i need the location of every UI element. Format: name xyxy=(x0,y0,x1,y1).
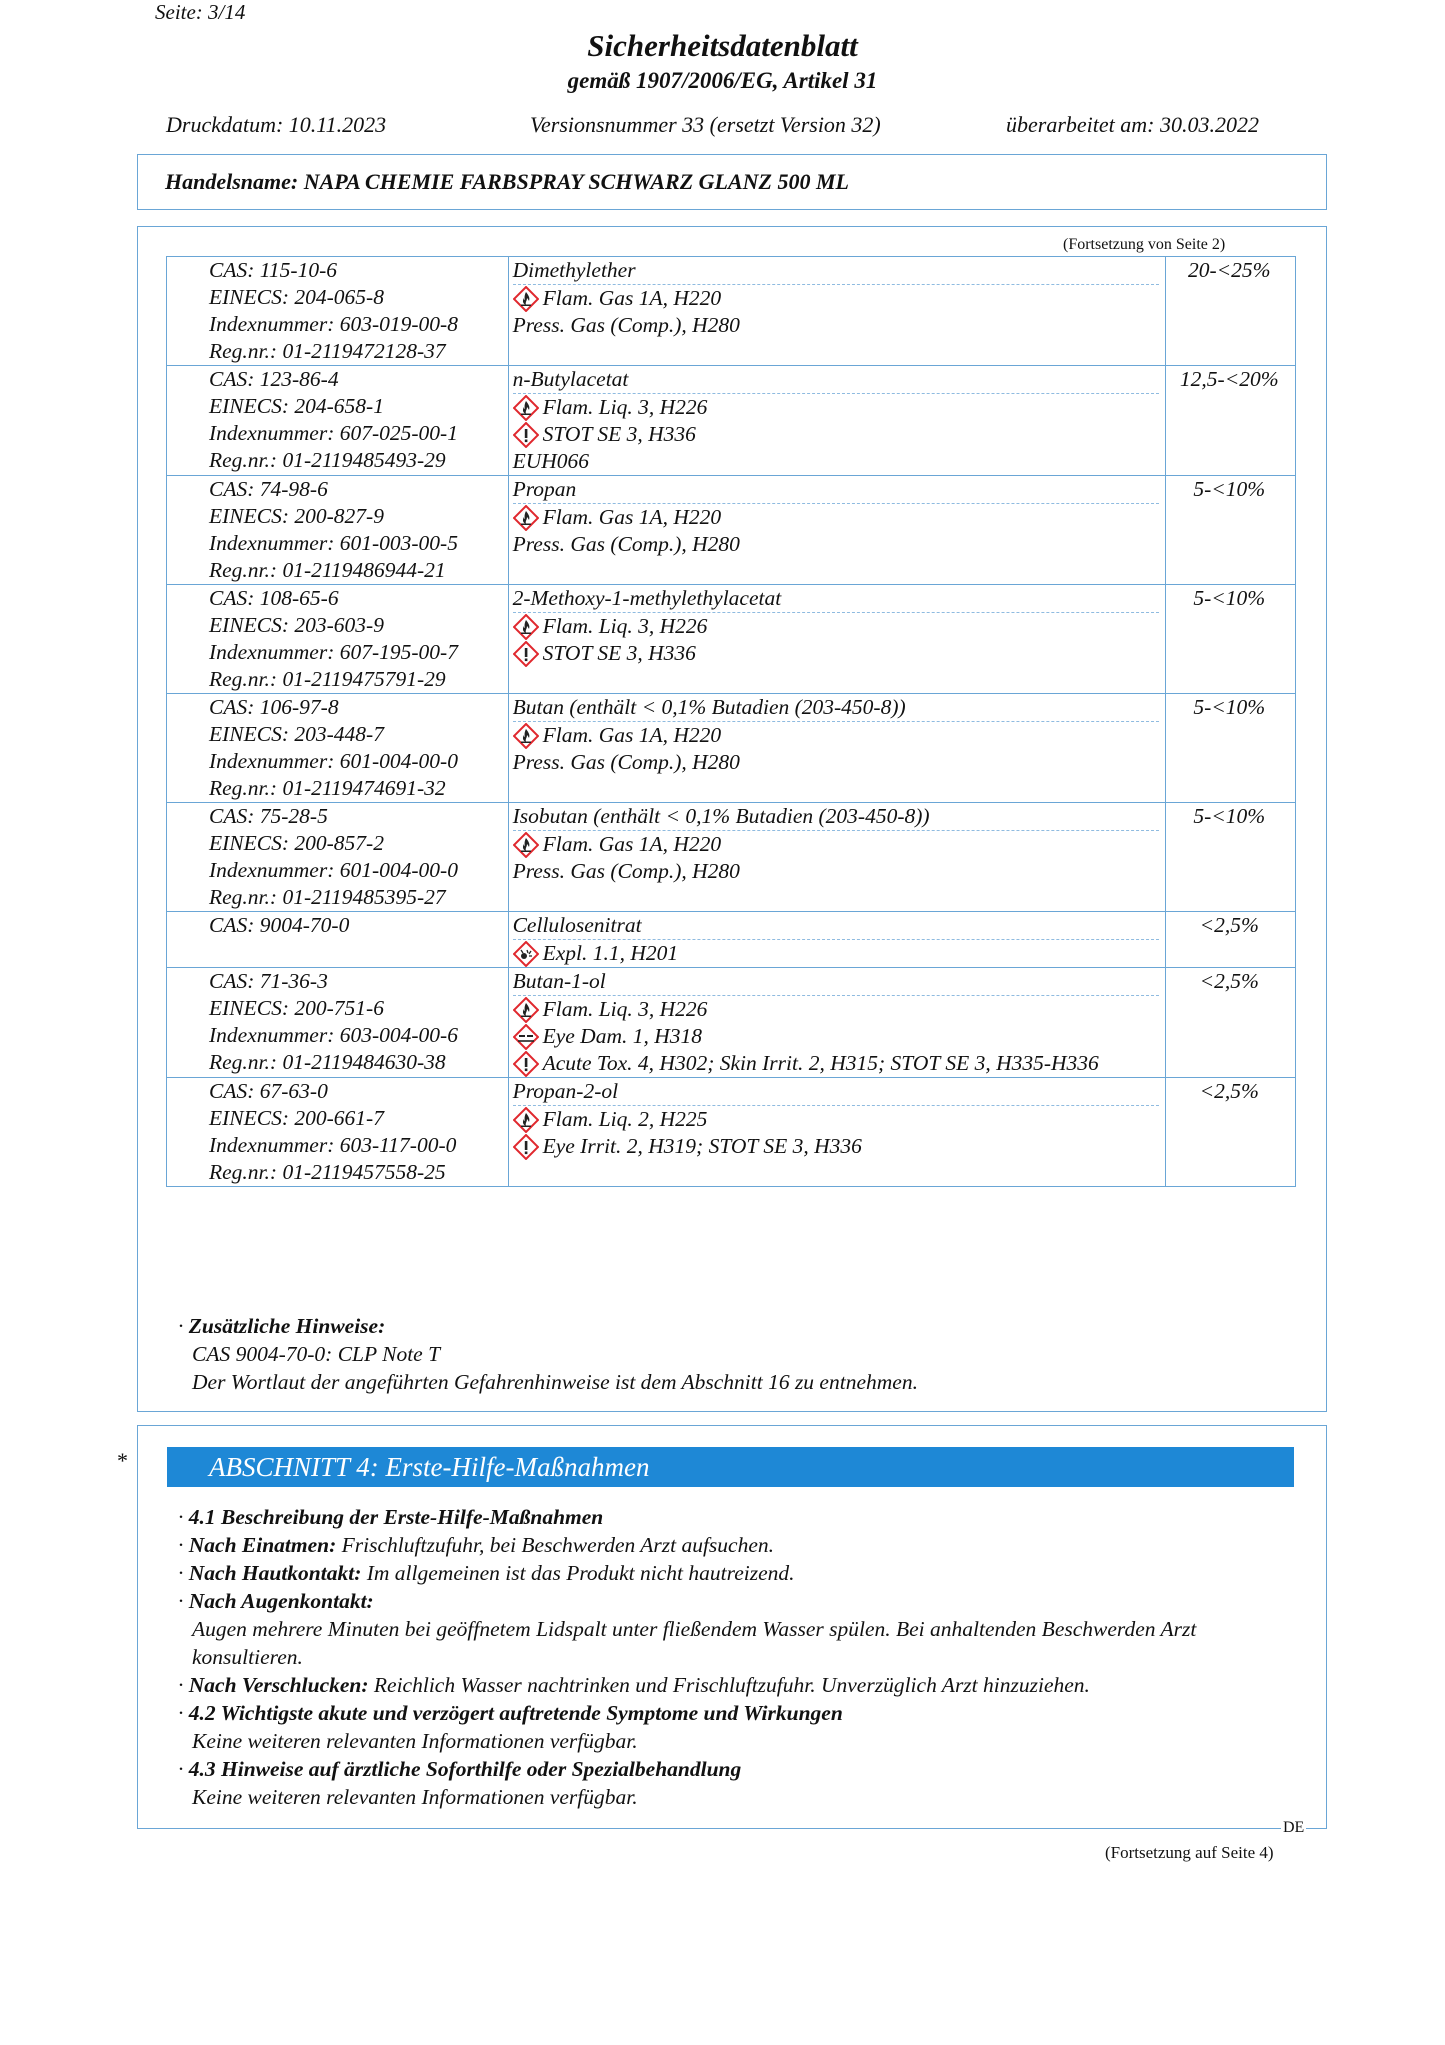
hazard-statement xyxy=(513,531,1163,558)
component-id: EINECS: 203-603-9 xyxy=(209,613,384,637)
component-id: Indexnummer: 601-004-00-0 xyxy=(209,858,458,882)
hazard-text: Acute Tox. 4, H302; Skin Irrit. 2, H315; STOT SE 3, H335-H336 xyxy=(542,1051,1099,1075)
hazard-statement xyxy=(513,448,1163,475)
component-id: CAS: 106-97-8 xyxy=(209,695,339,719)
component-id: Reg.nr.: 01-2119486944-21 xyxy=(209,558,446,582)
component-id: EINECS: 204-065-8 xyxy=(209,285,384,309)
hazard-text: Eye Irrit. 2, H319; STOT SE 3, H336 xyxy=(542,1134,862,1158)
flame-icon xyxy=(513,723,539,749)
component-id: Indexnummer: 603-004-00-6 xyxy=(209,1023,458,1047)
component-concentration: 5-<10% xyxy=(1165,694,1295,803)
substance-name: Butan-1-ol xyxy=(513,968,1159,996)
component-id: Reg.nr.: 01-2119485493-29 xyxy=(209,448,446,472)
components-table xyxy=(166,256,1296,1187)
hazard-text: Flam. Gas 1A, H220 xyxy=(542,286,722,310)
hazard-statement xyxy=(513,858,1163,885)
eye-label: Nach Augenkontakt: xyxy=(188,1589,374,1613)
component-concentration: 5-<10% xyxy=(1165,803,1295,912)
component-id: Indexnummer: 603-117-00-0 xyxy=(209,1133,457,1157)
substance-name: Isobutan (enthält < 0,1% Butadien (203-450-8)) xyxy=(513,803,1159,831)
component-row xyxy=(167,585,1296,694)
hazard-text: Flam. Liq. 3, H226 xyxy=(542,997,708,1021)
hazard-statement xyxy=(513,421,1163,448)
page-number: Seite: 3/14 xyxy=(155,0,246,24)
heading-4-3-text: Keine weiteren relevanten Informationen verfügbar. xyxy=(192,1785,638,1809)
hazard-statement xyxy=(513,940,1163,967)
hazard-statement xyxy=(513,1106,1163,1133)
hazard-statement xyxy=(513,722,1163,749)
hazard-statement xyxy=(513,394,1163,421)
component-row xyxy=(167,803,1296,912)
substance-name: Propan-2-ol xyxy=(513,1078,1159,1106)
component-id: Reg.nr.: 01-2119457558-25 xyxy=(209,1160,446,1184)
additional-notes: · Zusätzliche Hinweise: CAS 9004-70-0: CLP Note T Der Wortlaut der angeführten Gefahrenhinweise ist dem Abschnitt 16 zu entnehmen. xyxy=(178,1314,918,1394)
skin-text: Im allgemeinen ist das Produkt nicht hautreizend. xyxy=(366,1561,795,1585)
component-id: Reg.nr.: 01-2119474691-32 xyxy=(209,776,446,800)
exclamation-icon xyxy=(513,1134,539,1160)
component-id: Indexnummer: 607-195-00-7 xyxy=(209,640,458,664)
component-concentration: 5-<10% xyxy=(1165,585,1295,694)
additional-line-1: CAS 9004-70-0: CLP Note T xyxy=(192,1342,441,1366)
hazard-text: Flam. Liq. 3, H226 xyxy=(542,614,708,638)
hazard-statement xyxy=(513,1133,1163,1160)
component-id: Reg.nr.: 01-2119475791-29 xyxy=(209,667,446,691)
heading-4-3: 4.3 Hinweise auf ärztliche Soforthilfe oder Spezialbehandlung xyxy=(188,1757,742,1781)
flame-icon xyxy=(513,614,539,640)
swallow-label: Nach Verschlucken: xyxy=(188,1673,369,1697)
component-row xyxy=(167,476,1296,585)
component-id: EINECS: 200-857-2 xyxy=(209,831,384,855)
hazard-text: Flam. Liq. 2, H225 xyxy=(542,1107,708,1131)
component-row xyxy=(167,968,1296,1078)
continued-on: (Fortsetzung auf Seite 4) xyxy=(1105,1843,1274,1862)
hazard-statement xyxy=(513,640,1163,667)
component-id: Reg.nr.: 01-2119484630-38 xyxy=(209,1050,446,1074)
hazard-text: Flam. Gas 1A, H220 xyxy=(542,832,722,856)
component-ids xyxy=(167,803,509,912)
component-ids xyxy=(167,585,509,694)
substance-name: n-Butylacetat xyxy=(513,366,1159,394)
flame-icon xyxy=(513,997,539,1023)
hazard-text: STOT SE 3, H336 xyxy=(542,422,696,446)
component-id: EINECS: 200-827-9 xyxy=(209,504,384,528)
component-row xyxy=(167,694,1296,803)
substance-name: Propan xyxy=(513,476,1159,504)
additional-line-2: Der Wortlaut der angeführten Gefahrenhinweise ist dem Abschnitt 16 zu entnehmen. xyxy=(192,1370,918,1394)
component-ids xyxy=(167,912,509,968)
trade-name-box xyxy=(137,154,1327,210)
substance-name: Dimethylether xyxy=(513,257,1159,285)
component-ids xyxy=(167,476,509,585)
substance-name: Cellulosenitrat xyxy=(513,912,1159,940)
exclamation-icon xyxy=(513,1051,539,1077)
document-subtitle: gemäß 1907/2006/EG, Artikel 31 xyxy=(567,68,878,93)
component-concentration: 20-<25% xyxy=(1165,257,1295,366)
hazard-text: Press. Gas (Comp.), H280 xyxy=(512,859,740,883)
exclamation-icon xyxy=(513,422,539,448)
skin-label: Nach Hautkontakt: xyxy=(188,1561,362,1585)
component-id: Indexnummer: 601-003-00-5 xyxy=(209,531,458,555)
corrosion-icon xyxy=(513,1024,539,1050)
component-substance xyxy=(508,366,1165,476)
hazard-text: Press. Gas (Comp.), H280 xyxy=(512,532,740,556)
heading-4-1: 4.1 Beschreibung der Erste-Hilfe-Maßnahmen xyxy=(188,1505,604,1529)
component-concentration: <2,5% xyxy=(1165,1078,1295,1187)
print-date: Druckdatum: 10.11.2023 xyxy=(166,112,387,137)
component-row xyxy=(167,366,1296,476)
exclamation-icon xyxy=(513,641,539,667)
version-number: Versionsnummer 33 (ersetzt Version 32) xyxy=(530,112,881,137)
hazard-statement xyxy=(513,749,1163,776)
component-concentration: <2,5% xyxy=(1165,912,1295,968)
flame-icon xyxy=(513,286,539,312)
component-ids xyxy=(167,366,509,476)
flame-icon xyxy=(513,1107,539,1133)
hazard-statement xyxy=(513,1023,1163,1050)
component-substance xyxy=(508,476,1165,585)
heading-4-2: 4.2 Wichtigste akute und verzögert auftretende Symptome und Wirkungen xyxy=(188,1701,843,1725)
flame-icon xyxy=(513,832,539,858)
hazard-statement xyxy=(513,1050,1163,1077)
component-substance xyxy=(508,968,1165,1078)
component-id: CAS: 71-36-3 xyxy=(209,969,328,993)
swallow-text: Reichlich Wasser nachtrinken und Frischluftzufuhr. Unverzüglich Arzt hinzuziehen. xyxy=(373,1673,1090,1697)
component-id: CAS: 75-28-5 xyxy=(209,804,328,828)
component-id: Indexnummer: 603-019-00-8 xyxy=(209,312,458,336)
component-id: EINECS: 200-751-6 xyxy=(209,996,384,1020)
hazard-text: Flam. Gas 1A, H220 xyxy=(542,505,722,529)
component-id: CAS: 123-86-4 xyxy=(209,367,339,391)
component-concentration: <2,5% xyxy=(1165,968,1295,1078)
component-id: CAS: 67-63-0 xyxy=(209,1079,328,1103)
hazard-text: Press. Gas (Comp.), H280 xyxy=(512,750,740,774)
component-substance xyxy=(508,257,1165,366)
component-id: CAS: 74-98-6 xyxy=(209,477,328,501)
hazard-statement xyxy=(513,312,1163,339)
hazard-text: Eye Dam. 1, H318 xyxy=(542,1024,703,1048)
component-id: CAS: 108-65-6 xyxy=(209,586,339,610)
component-substance xyxy=(508,585,1165,694)
inhale-text: Frischluftzufuhr, bei Beschwerden Arzt aufsuchen. xyxy=(341,1533,775,1557)
component-substance xyxy=(508,912,1165,968)
hazard-statement xyxy=(513,613,1163,640)
explosion-icon xyxy=(513,941,539,967)
section-4-content: · 4.1 Beschreibung der Erste-Hilfe-Maßnahmen · Nach Einatmen: Frischluftzufuhr, bei Beschwerden Arzt aufsuchen. · Nach Hautkontakt: Im allgemeinen ist das Produkt nicht hautreizend. · Nach Augenkontakt: Augen mehrere Minuten bei geöffnetem Lidspalt unter fließendem Wasser spülen. Bei anhaltenden Beschwerden Arzt konsultieren. · Nach Verschlucken: Reichlich Wasser nachtrinken und Frischluftzufuhr. Unverzüglich Arzt hinzuziehen. · 4.2 Wichtigste akute und verzögert auftretende Symptome und Wirkungen Keine weiteren relevanten Informationen verfügbar. · 4.3 Hinweise auf ärztliche Soforthilfe oder Spezialbehandlung Keine weiteren relevanten Informationen verfügbar. xyxy=(192,1503,1292,1811)
component-row xyxy=(167,257,1296,366)
component-ids xyxy=(167,257,509,366)
component-substance xyxy=(508,694,1165,803)
component-id: Indexnummer: 601-004-00-0 xyxy=(209,749,458,773)
component-id: EINECS: 204-658-1 xyxy=(209,394,384,418)
substance-name: 2-Methoxy-1-methylethylacetat xyxy=(513,585,1159,613)
hazard-text: Expl. 1.1, H201 xyxy=(542,941,679,965)
component-id: EINECS: 203-448-7 xyxy=(209,722,384,746)
component-id: CAS: 115-10-6 xyxy=(209,258,337,282)
component-row xyxy=(167,1078,1296,1187)
hazard-statement xyxy=(513,285,1163,312)
flame-icon xyxy=(513,395,539,421)
component-row xyxy=(167,912,1296,968)
hazard-statement xyxy=(513,504,1163,531)
section-4-title: ABSCHNITT 4: Erste-Hilfe-Maßnahmen xyxy=(167,1447,1294,1487)
component-id: Indexnummer: 607-025-00-1 xyxy=(209,421,458,445)
component-id: Reg.nr.: 01-2119472128-37 xyxy=(209,339,446,363)
component-id: Reg.nr.: 01-2119485395-27 xyxy=(209,885,446,909)
component-substance xyxy=(508,1078,1165,1187)
hazard-text: Flam. Gas 1A, H220 xyxy=(542,723,722,747)
component-substance xyxy=(508,803,1165,912)
hazard-text: Flam. Liq. 3, H226 xyxy=(542,395,708,419)
flame-icon xyxy=(513,505,539,531)
hazard-statement xyxy=(513,996,1163,1023)
heading-4-2-text: Keine weiteren relevanten Informationen verfügbar. xyxy=(192,1729,638,1753)
eye-text: Augen mehrere Minuten bei geöffnetem Lidspalt unter fließendem Wasser spülen. Bei anhaltenden Beschwerden Arzt konsultieren. xyxy=(192,1617,1197,1669)
component-concentration: 5-<10% xyxy=(1165,476,1295,585)
document-title: Sicherheitsdatenblatt xyxy=(587,28,858,63)
language-tag: DE xyxy=(1283,1819,1305,1836)
component-ids xyxy=(167,968,509,1078)
hazard-text: STOT SE 3, H336 xyxy=(542,641,696,665)
trade-name: Handelsname: NAPA CHEMIE FARBSPRAY SCHWARZ GLANZ 500 ML xyxy=(165,169,849,194)
substance-name: Butan (enthält < 0,1% Butadien (203-450-8)) xyxy=(513,694,1159,722)
component-id: CAS: 9004-70-0 xyxy=(209,913,350,937)
continued-from: (Fortsetzung von Seite 2) xyxy=(1063,236,1226,253)
change-marker: * xyxy=(117,1448,128,1473)
inhale-label: Nach Einatmen: xyxy=(188,1533,337,1557)
component-concentration: 12,5-<20% xyxy=(1165,366,1295,476)
hazard-text: Press. Gas (Comp.), H280 xyxy=(512,313,740,337)
component-id: EINECS: 200-661-7 xyxy=(209,1106,384,1130)
hazard-statement xyxy=(513,831,1163,858)
additional-heading: Zusätzliche Hinweise: xyxy=(188,1314,386,1338)
component-ids xyxy=(167,1078,509,1187)
hazard-text: EUH066 xyxy=(512,449,590,473)
component-ids xyxy=(167,694,509,803)
revision-date: überarbeitet am: 30.03.2022 xyxy=(1006,112,1259,137)
